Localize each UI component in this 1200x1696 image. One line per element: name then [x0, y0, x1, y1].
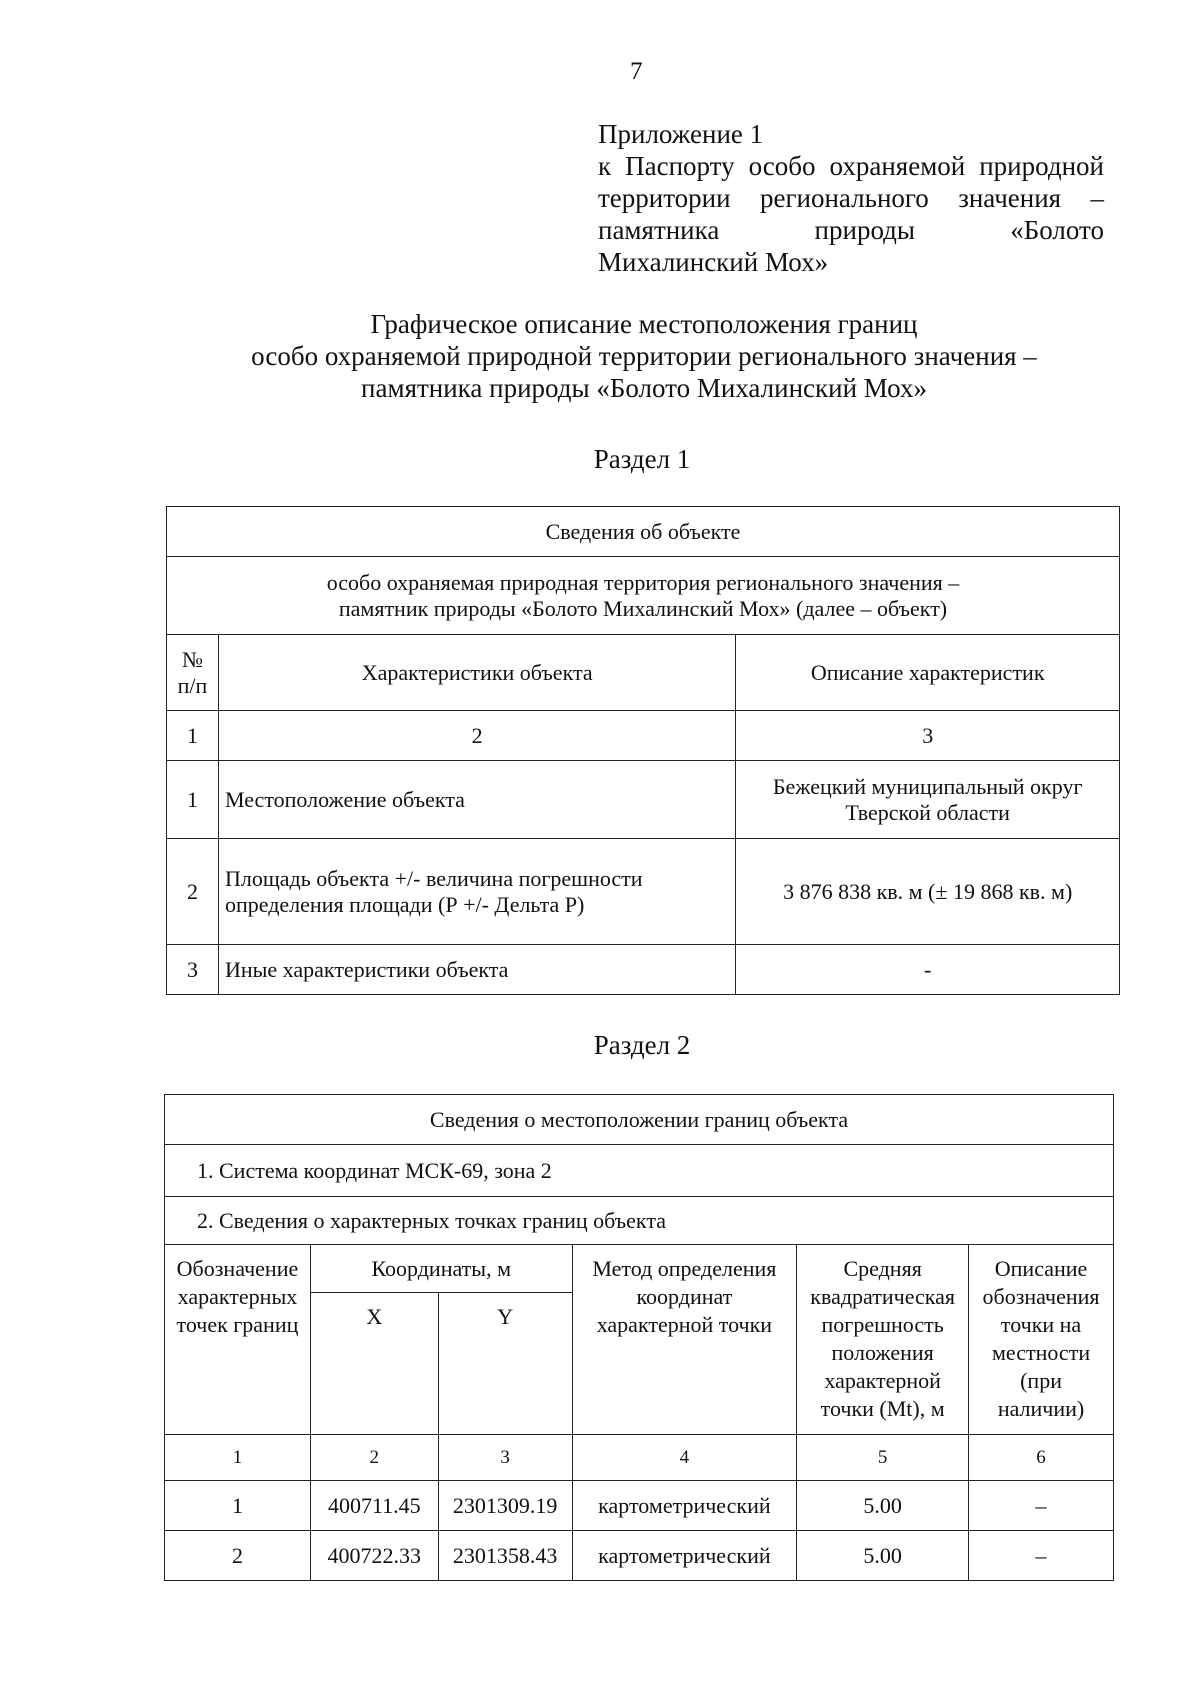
table-title: Сведения об объекте [167, 507, 1120, 557]
header-characteristics: Характеристики объекта [218, 635, 735, 711]
error: 5.00 [797, 1481, 969, 1531]
object-info-table [166, 506, 1120, 995]
header-description: Описание характеристик [736, 635, 1120, 711]
index-cell: 4 [572, 1435, 797, 1481]
title-line: памятника природы «Болото Михалинский Мох» [361, 373, 927, 403]
appendix-line: Приложение 1 [598, 119, 764, 149]
table-row [165, 1531, 1114, 1581]
points-title: 2. Сведения о характерных точках границ объекта [165, 1197, 1114, 1245]
page-number: 7 [630, 58, 643, 85]
title-line: особо охраняемой природной территории регионального значения – [251, 341, 1037, 371]
header-method: Метод определения координат характерной точки [572, 1245, 797, 1435]
title-line: Графическое описание местоположения границ [370, 309, 918, 339]
row-num: 2 [167, 839, 219, 945]
appendix-line: территории регионального значения – [598, 183, 1104, 213]
index-cell: 3 [438, 1435, 572, 1481]
header-error: Средняя квадратическая погрешность положения характерной точки (Mt), м [797, 1245, 969, 1435]
header-designation: Обозначение характерных точек границ [165, 1245, 311, 1435]
object-name-line: особо охраняемая природная территория регионального значения – [326, 569, 960, 595]
table-row [167, 761, 1120, 839]
section-1-heading: Раздел 1 [593, 444, 691, 474]
row-description: - [736, 945, 1120, 995]
method: картометрический [572, 1531, 797, 1581]
boundary-points-table [164, 1094, 1114, 1581]
coordinate-system: 1. Система координат МСК-69, зона 2 [165, 1145, 1114, 1197]
coord-x: 400711.45 [310, 1481, 438, 1531]
table-row [167, 839, 1120, 945]
header-coordinates: Координаты, м [310, 1245, 572, 1293]
index-cell: 2 [310, 1435, 438, 1481]
object-name-cell [167, 557, 1120, 635]
coord-y: 2301309.19 [438, 1481, 572, 1531]
index-cell: 5 [797, 1435, 969, 1481]
method: картометрический [572, 1481, 797, 1531]
section-2-heading: Раздел 2 [593, 1030, 691, 1060]
coord-y: 2301358.43 [438, 1531, 572, 1581]
table-row [167, 945, 1120, 995]
index-cell: 3 [736, 711, 1120, 761]
row-num: 1 [167, 761, 219, 839]
row-description: 3 876 838 кв. м (± 19 868 кв. м) [736, 839, 1120, 945]
header-num: № п/п [167, 635, 219, 711]
header-x: X [310, 1293, 438, 1435]
index-cell: 2 [218, 711, 735, 761]
header-y: Y [438, 1293, 572, 1435]
point-id: 1 [165, 1481, 311, 1531]
index-cell: 6 [969, 1435, 1114, 1481]
row-characteristic: Местоположение объекта [218, 761, 735, 839]
header-point-description: Описание обозначения точки на местности (при наличии) [969, 1245, 1114, 1435]
point-id: 2 [165, 1531, 311, 1581]
coord-x: 400722.33 [310, 1531, 438, 1581]
document-title [150, 308, 1138, 404]
point-description: – [969, 1481, 1114, 1531]
appendix-header [598, 118, 1104, 278]
row-characteristic: Площадь объекта +/- величина погрешности определения площади (Р +/- Дельта Р) [218, 839, 735, 945]
appendix-line: к Паспорту особо охраняемой природной [598, 151, 1104, 181]
point-description: – [969, 1531, 1114, 1581]
table-row [165, 1481, 1114, 1531]
row-characteristic: Иные характеристики объекта [218, 945, 735, 995]
row-description: Бежецкий муниципальный округ Тверской области [736, 761, 1120, 839]
index-cell: 1 [167, 711, 219, 761]
error: 5.00 [797, 1531, 969, 1581]
appendix-line: памятника природы «Болото [598, 215, 1104, 245]
object-name-line: памятник природы «Болото Михалинский Мох» (далее – объект) [338, 595, 948, 621]
table-title: Сведения о местоположении границ объекта [165, 1095, 1114, 1145]
appendix-line: Михалинский Мох» [598, 247, 829, 277]
index-cell: 1 [165, 1435, 311, 1481]
row-num: 3 [167, 945, 219, 995]
